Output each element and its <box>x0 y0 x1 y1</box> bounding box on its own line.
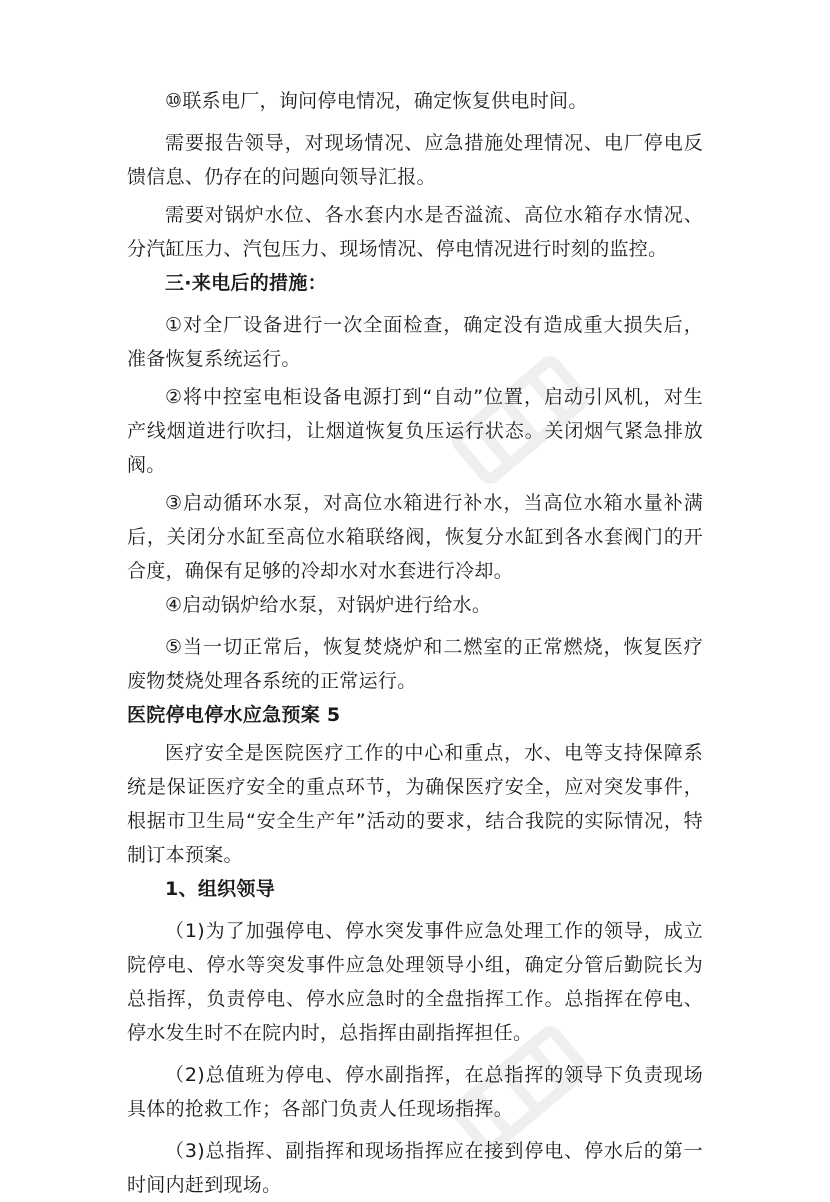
paragraph-step-3: ③启动循环水泵，对高位水箱进行补水，当高位水箱水量补满后，关闭分水缸至高位水箱联络阀，恢复分水缸到各水套阀门的开合度，确保有足够的冷却水对水套进行冷却。 <box>127 492 703 582</box>
paragraph-item-3: （3)总指挥、副指挥和现场指挥应在接到停电、停水后的第一时间内赶到现场。 <box>127 1140 703 1196</box>
section-heading-after-power-restored: 三·来电后的措施： <box>165 272 327 294</box>
paragraph-monitoring: 需要对锅炉水位、各水套内水是否溢流、高位水箱存水情况、分汽缸压力、汽包压力、现场情况、停电情况进行时刻的监控。 <box>127 204 703 260</box>
paragraph-item-2: （2)总值班为停电、停水副指挥，在总指挥的领导下负责现场具体的抢救工作；各部门负责人任现场指挥。 <box>127 1064 703 1120</box>
paragraph-intro: 医疗安全是医院医疗工作的中心和重点，水、电等支持保障系统是保证医疗安全的重点环节，为确保医疗安全，应对突发事件，根据市卫生局“安全生产年”活动的要求，结合我院的实际情况，特制订本预案。 <box>127 742 703 866</box>
paragraph-step-5: ⑤当一切正常后，恢复焚烧炉和二燃室的正常燃烧，恢复医疗废物焚烧处理各系统的正常运行。 <box>127 636 703 692</box>
paragraph-step-2: ②将中控室电柜设备电源打到“自动”位置，启动引风机，对生产线烟道进行吹扫，让烟道恢复负压运行状态。关闭烟气紧急排放阀。 <box>127 386 703 476</box>
paragraph-contact-power-plant: ⑩联系电厂，询问停电情况，确定恢复供电时间。 <box>165 90 588 112</box>
section-heading-organization: 1、组织领导 <box>165 878 276 900</box>
paragraph-step-4: ④启动锅炉给水泵，对锅炉进行给水。 <box>165 594 492 616</box>
document-body <box>127 84 703 1202</box>
paragraph-step-1: ①对全厂设备进行一次全面检查，确定没有造成重大损失后，准备恢复系统运行。 <box>127 314 703 370</box>
document-title: 医院停电停水应急预案 5 <box>127 704 341 726</box>
paragraph-report-leadership: 需要报告领导，对现场情况、应急措施处理情况、电厂停电反馈信息、仍存在的问题向领导汇报。 <box>127 132 703 188</box>
paragraph-item-1: （1)为了加强停电、停水突发事件应急处理工作的领导，成立院停电、停水等突发事件应急处理领导小组，确定分管后勤院长为总指挥，负责停电、停水应急时的全盘指挥工作。总指挥在停电、停水发生时不在院内时，总指挥由副指挥担任。 <box>127 920 703 1044</box>
